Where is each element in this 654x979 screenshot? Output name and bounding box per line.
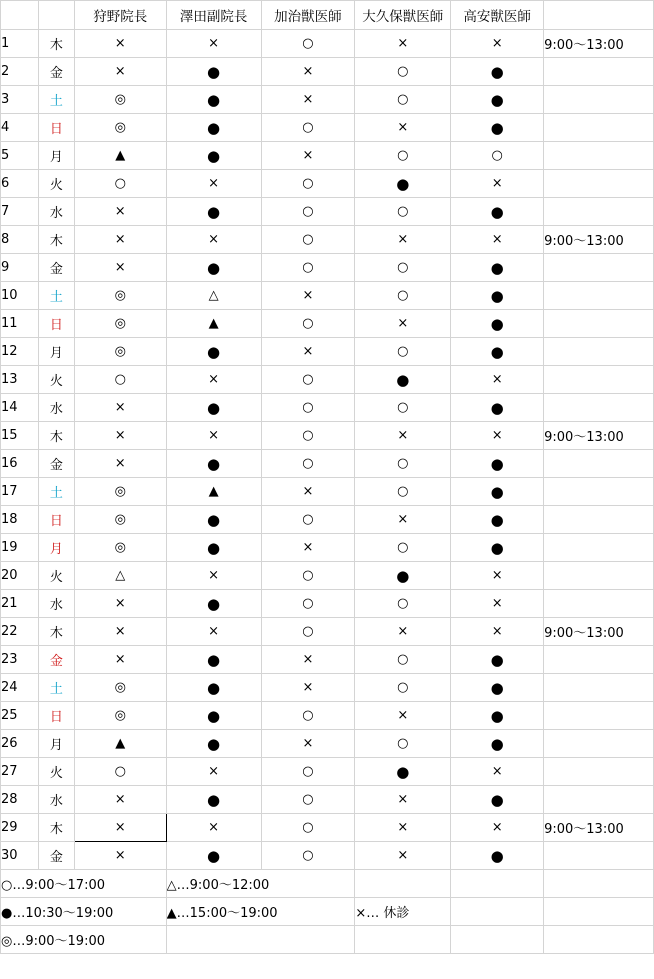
day-cell: 18 — [1, 506, 39, 534]
mark-cell-sawada: × — [166, 170, 261, 198]
legend-cross: ×… 休診 — [355, 898, 451, 926]
hours-cell — [544, 170, 654, 198]
mark-cell-takayasu: ● — [451, 282, 544, 310]
mark-cell-kaji: ○ — [261, 758, 355, 786]
mark-cell-sawada: ● — [166, 254, 261, 282]
day-cell: 22 — [1, 618, 39, 646]
table-row — [1, 478, 654, 506]
weekday-cell: 火 — [38, 758, 74, 786]
mark-cell-kaji: ○ — [261, 422, 355, 450]
mark-cell-takayasu: × — [451, 170, 544, 198]
table-row — [1, 422, 654, 450]
mark-cell-kano: ▲ — [74, 730, 166, 758]
weekday-cell: 月 — [38, 730, 74, 758]
mark-cell-okubo: ○ — [355, 534, 451, 562]
hours-cell: 9:00～13:00 — [544, 422, 654, 450]
mark-cell-okubo: × — [355, 842, 451, 870]
day-cell: 9 — [1, 254, 39, 282]
mark-cell-takayasu: ● — [451, 198, 544, 226]
hours-cell: 9:00～13:00 — [544, 618, 654, 646]
mark-cell-sawada: × — [166, 366, 261, 394]
header-okubo: 大久保獣医師 — [355, 1, 451, 30]
table-row — [1, 254, 654, 282]
day-cell: 10 — [1, 282, 39, 310]
table-row — [1, 506, 654, 534]
hours-cell — [544, 842, 654, 870]
mark-cell-okubo: ● — [355, 562, 451, 590]
mark-cell-kano: × — [74, 58, 166, 86]
table-row — [1, 814, 654, 842]
day-cell: 3 — [1, 86, 39, 114]
table-row — [1, 86, 654, 114]
mark-cell-sawada: × — [166, 422, 261, 450]
mark-cell-kano: × — [74, 814, 166, 842]
mark-cell-okubo: × — [355, 506, 451, 534]
table-row — [1, 786, 654, 814]
mark-cell-sawada: × — [166, 562, 261, 590]
weekday-cell: 木 — [38, 814, 74, 842]
mark-cell-okubo: × — [355, 226, 451, 254]
mark-cell-kano: × — [74, 842, 166, 870]
hours-cell — [544, 590, 654, 618]
mark-cell-kaji: ○ — [261, 702, 355, 730]
day-cell: 28 — [1, 786, 39, 814]
mark-cell-kaji: ○ — [261, 562, 355, 590]
mark-cell-okubo: ○ — [355, 590, 451, 618]
mark-cell-kaji: × — [261, 338, 355, 366]
mark-cell-kaji: ○ — [261, 30, 355, 58]
table-row — [1, 618, 654, 646]
mark-cell-okubo: ○ — [355, 730, 451, 758]
mark-cell-kaji: × — [261, 282, 355, 310]
weekday-cell: 木 — [38, 30, 74, 58]
mark-cell-takayasu: × — [451, 30, 544, 58]
mark-cell-kaji: × — [261, 478, 355, 506]
mark-cell-okubo: ○ — [355, 58, 451, 86]
mark-cell-kaji: ○ — [261, 310, 355, 338]
hours-cell — [544, 478, 654, 506]
mark-cell-okubo: ● — [355, 170, 451, 198]
hours-cell — [544, 366, 654, 394]
hours-cell — [544, 730, 654, 758]
mark-cell-okubo: ○ — [355, 478, 451, 506]
mark-cell-takayasu: ● — [451, 506, 544, 534]
weekday-cell: 日 — [38, 506, 74, 534]
hours-cell — [544, 450, 654, 478]
table-row — [1, 282, 654, 310]
mark-cell-kaji: × — [261, 534, 355, 562]
table-row — [1, 142, 654, 170]
header-sawada: 澤田副院長 — [166, 1, 261, 30]
table-row — [1, 170, 654, 198]
mark-cell-takayasu: ● — [451, 58, 544, 86]
mark-cell-sawada: ● — [166, 86, 261, 114]
weekday-cell: 水 — [38, 394, 74, 422]
mark-cell-kaji: ○ — [261, 394, 355, 422]
mark-cell-kaji: ○ — [261, 814, 355, 842]
table-row — [1, 366, 654, 394]
mark-cell-okubo: ○ — [355, 282, 451, 310]
mark-cell-sawada: ▲ — [166, 478, 261, 506]
hours-cell — [544, 786, 654, 814]
mark-cell-sawada: ● — [166, 590, 261, 618]
hours-cell — [544, 198, 654, 226]
day-cell: 30 — [1, 842, 39, 870]
mark-cell-sawada: ▲ — [166, 310, 261, 338]
mark-cell-takayasu: × — [451, 562, 544, 590]
mark-cell-takayasu: × — [451, 366, 544, 394]
hours-cell — [544, 58, 654, 86]
mark-cell-sawada: ● — [166, 58, 261, 86]
table-row — [1, 590, 654, 618]
mark-cell-sawada: ● — [166, 338, 261, 366]
mark-cell-takayasu: × — [451, 814, 544, 842]
hours-cell — [544, 114, 654, 142]
mark-cell-sawada: ● — [166, 842, 261, 870]
mark-cell-takayasu: × — [451, 422, 544, 450]
mark-cell-kaji: × — [261, 674, 355, 702]
day-cell: 24 — [1, 674, 39, 702]
mark-cell-kaji: ○ — [261, 618, 355, 646]
mark-cell-kaji: × — [261, 730, 355, 758]
table-row — [1, 702, 654, 730]
day-cell: 7 — [1, 198, 39, 226]
hours-cell — [544, 282, 654, 310]
header-takayasu: 高安獣医師 — [451, 1, 544, 30]
mark-cell-sawada: × — [166, 30, 261, 58]
day-cell: 14 — [1, 394, 39, 422]
mark-cell-kano: × — [74, 786, 166, 814]
hours-cell — [544, 506, 654, 534]
hours-cell — [544, 758, 654, 786]
mark-cell-sawada: ● — [166, 646, 261, 674]
weekday-cell: 月 — [38, 142, 74, 170]
hours-cell: 9:00～13:00 — [544, 814, 654, 842]
mark-cell-kano: ○ — [74, 170, 166, 198]
mark-cell-kano: ◎ — [74, 282, 166, 310]
mark-cell-kano: ◎ — [74, 310, 166, 338]
mark-cell-takayasu: ● — [451, 450, 544, 478]
mark-cell-kano: × — [74, 590, 166, 618]
table-row — [1, 310, 654, 338]
hours-cell — [544, 142, 654, 170]
weekday-cell: 日 — [38, 310, 74, 338]
day-cell: 6 — [1, 170, 39, 198]
hours-cell: 9:00～13:00 — [544, 226, 654, 254]
mark-cell-takayasu: ● — [451, 534, 544, 562]
weekday-cell: 木 — [38, 226, 74, 254]
legend-row — [1, 898, 654, 926]
mark-cell-kano: × — [74, 450, 166, 478]
mark-cell-kano: ◎ — [74, 674, 166, 702]
mark-cell-takayasu: ● — [451, 310, 544, 338]
mark-cell-okubo: ○ — [355, 338, 451, 366]
hours-cell — [544, 646, 654, 674]
day-cell: 29 — [1, 814, 39, 842]
day-cell: 2 — [1, 58, 39, 86]
mark-cell-sawada: ● — [166, 450, 261, 478]
mark-cell-sawada: × — [166, 814, 261, 842]
weekday-cell: 土 — [38, 674, 74, 702]
legend-double-circle: ◎…9:00～19:00 — [1, 926, 167, 954]
mark-cell-takayasu: ● — [451, 730, 544, 758]
table-row — [1, 394, 654, 422]
mark-cell-takayasu: ● — [451, 478, 544, 506]
mark-cell-kaji: ○ — [261, 366, 355, 394]
header-weekday — [38, 1, 74, 30]
mark-cell-kano: ◎ — [74, 86, 166, 114]
mark-cell-kaji: ○ — [261, 786, 355, 814]
day-cell: 23 — [1, 646, 39, 674]
mark-cell-kaji: × — [261, 58, 355, 86]
mark-cell-kaji: ○ — [261, 450, 355, 478]
mark-cell-kaji: ○ — [261, 506, 355, 534]
table-row — [1, 758, 654, 786]
mark-cell-kaji: ○ — [261, 114, 355, 142]
hours-cell — [544, 394, 654, 422]
hours-cell — [544, 562, 654, 590]
mark-cell-okubo: ○ — [355, 646, 451, 674]
day-cell: 19 — [1, 534, 39, 562]
day-cell: 16 — [1, 450, 39, 478]
mark-cell-takayasu: ● — [451, 702, 544, 730]
mark-cell-takayasu: ● — [451, 114, 544, 142]
mark-cell-kaji: × — [261, 142, 355, 170]
table-row — [1, 730, 654, 758]
mark-cell-okubo: × — [355, 310, 451, 338]
mark-cell-okubo: ● — [355, 758, 451, 786]
mark-cell-sawada: ● — [166, 730, 261, 758]
mark-cell-takayasu: × — [451, 226, 544, 254]
mark-cell-kaji: ○ — [261, 254, 355, 282]
mark-cell-takayasu: ○ — [451, 142, 544, 170]
mark-cell-okubo: × — [355, 618, 451, 646]
day-cell: 27 — [1, 758, 39, 786]
mark-cell-takayasu: × — [451, 758, 544, 786]
legend-circle: ○…9:00～17:00 — [1, 870, 167, 898]
mark-cell-okubo: ● — [355, 366, 451, 394]
mark-cell-okubo: ○ — [355, 450, 451, 478]
hours-cell — [544, 534, 654, 562]
schedule-body — [1, 1, 654, 870]
weekday-cell: 金 — [38, 450, 74, 478]
mark-cell-takayasu: ● — [451, 86, 544, 114]
weekday-cell: 木 — [38, 618, 74, 646]
mark-cell-kano: × — [74, 226, 166, 254]
legend-row — [1, 870, 654, 898]
mark-cell-kano: ○ — [74, 366, 166, 394]
mark-cell-okubo: ○ — [355, 142, 451, 170]
mark-cell-sawada: × — [166, 226, 261, 254]
day-cell: 21 — [1, 590, 39, 618]
mark-cell-okubo: ○ — [355, 254, 451, 282]
mark-cell-kano: ◎ — [74, 114, 166, 142]
day-cell: 11 — [1, 310, 39, 338]
day-cell: 13 — [1, 366, 39, 394]
mark-cell-sawada: ● — [166, 394, 261, 422]
mark-cell-takayasu: ● — [451, 254, 544, 282]
day-cell: 1 — [1, 30, 39, 58]
mark-cell-okubo: ○ — [355, 86, 451, 114]
mark-cell-sawada: ● — [166, 506, 261, 534]
mark-cell-kano: ◎ — [74, 534, 166, 562]
legend-row — [1, 926, 654, 954]
table-row — [1, 674, 654, 702]
mark-cell-takayasu: ● — [451, 842, 544, 870]
table-row — [1, 842, 654, 870]
header-hours — [544, 1, 654, 30]
mark-cell-takayasu: ● — [451, 394, 544, 422]
weekday-cell: 金 — [38, 254, 74, 282]
hours-cell — [544, 338, 654, 366]
table-row — [1, 30, 654, 58]
mark-cell-okubo: ○ — [355, 674, 451, 702]
mark-cell-sawada: × — [166, 758, 261, 786]
mark-cell-sawada: ● — [166, 198, 261, 226]
mark-cell-sawada: ● — [166, 114, 261, 142]
mark-cell-kano: ◎ — [74, 478, 166, 506]
header-kano: 狩野院長 — [74, 1, 166, 30]
weekday-cell: 土 — [38, 282, 74, 310]
mark-cell-okubo: ○ — [355, 198, 451, 226]
table-row — [1, 198, 654, 226]
table-row — [1, 58, 654, 86]
hours-cell — [544, 310, 654, 338]
day-cell: 12 — [1, 338, 39, 366]
day-cell: 20 — [1, 562, 39, 590]
mark-cell-kano: ◎ — [74, 338, 166, 366]
mark-cell-kano: × — [74, 254, 166, 282]
header-day — [1, 1, 39, 30]
day-cell: 15 — [1, 422, 39, 450]
header-row — [1, 1, 654, 30]
mark-cell-okubo: × — [355, 422, 451, 450]
mark-cell-kano: ◎ — [74, 702, 166, 730]
mark-cell-kano: ○ — [74, 758, 166, 786]
weekday-cell: 水 — [38, 590, 74, 618]
weekday-cell: 木 — [38, 422, 74, 450]
mark-cell-takayasu: ● — [451, 646, 544, 674]
hours-cell — [544, 254, 654, 282]
mark-cell-okubo: × — [355, 814, 451, 842]
mark-cell-okubo: × — [355, 702, 451, 730]
weekday-cell: 火 — [38, 366, 74, 394]
mark-cell-okubo: × — [355, 114, 451, 142]
weekday-cell: 水 — [38, 198, 74, 226]
table-row — [1, 338, 654, 366]
mark-cell-kano: × — [74, 30, 166, 58]
mark-cell-sawada: ● — [166, 534, 261, 562]
day-cell: 25 — [1, 702, 39, 730]
legend — [1, 870, 654, 954]
mark-cell-kaji: ○ — [261, 842, 355, 870]
mark-cell-kaji: ○ — [261, 198, 355, 226]
day-cell: 17 — [1, 478, 39, 506]
weekday-cell: 土 — [38, 478, 74, 506]
weekday-cell: 日 — [38, 702, 74, 730]
mark-cell-takayasu: × — [451, 590, 544, 618]
weekday-cell: 土 — [38, 86, 74, 114]
mark-cell-sawada: △ — [166, 282, 261, 310]
mark-cell-sawada: ● — [166, 674, 261, 702]
table-row — [1, 534, 654, 562]
mark-cell-sawada: × — [166, 618, 261, 646]
mark-cell-sawada: ● — [166, 702, 261, 730]
weekday-cell: 火 — [38, 562, 74, 590]
weekday-cell: 日 — [38, 114, 74, 142]
mark-cell-takayasu: ● — [451, 786, 544, 814]
mark-cell-takayasu: ● — [451, 674, 544, 702]
mark-cell-takayasu: × — [451, 618, 544, 646]
table-row — [1, 450, 654, 478]
day-cell: 4 — [1, 114, 39, 142]
mark-cell-kano: × — [74, 394, 166, 422]
mark-cell-okubo: × — [355, 30, 451, 58]
mark-cell-kano: △ — [74, 562, 166, 590]
mark-cell-okubo: ○ — [355, 394, 451, 422]
mark-cell-kaji: × — [261, 646, 355, 674]
day-cell: 8 — [1, 226, 39, 254]
header-kaji: 加治獣医師 — [261, 1, 355, 30]
mark-cell-kaji: ○ — [261, 170, 355, 198]
legend-black-circle: ●…10:30～19:00 — [1, 898, 167, 926]
mark-cell-kaji: ○ — [261, 590, 355, 618]
mark-cell-kaji: ○ — [261, 226, 355, 254]
table-row — [1, 646, 654, 674]
legend-triangle: △…9:00～12:00 — [166, 870, 355, 898]
hours-cell — [544, 86, 654, 114]
mark-cell-kano: × — [74, 422, 166, 450]
mark-cell-kano: ◎ — [74, 506, 166, 534]
mark-cell-takayasu: ● — [451, 338, 544, 366]
mark-cell-sawada: ● — [166, 142, 261, 170]
weekday-cell: 月 — [38, 338, 74, 366]
mark-cell-sawada: ● — [166, 786, 261, 814]
mark-cell-kano: ▲ — [74, 142, 166, 170]
day-cell: 26 — [1, 730, 39, 758]
hours-cell: 9:00～13:00 — [544, 30, 654, 58]
weekday-cell: 月 — [38, 534, 74, 562]
table-row — [1, 226, 654, 254]
weekday-cell: 金 — [38, 646, 74, 674]
weekday-cell: 金 — [38, 58, 74, 86]
table-row — [1, 114, 654, 142]
weekday-cell: 水 — [38, 786, 74, 814]
mark-cell-kano: × — [74, 646, 166, 674]
table-row — [1, 562, 654, 590]
mark-cell-kaji: × — [261, 86, 355, 114]
legend-black-triangle: ▲…15:00～19:00 — [166, 898, 355, 926]
mark-cell-kano: × — [74, 198, 166, 226]
weekday-cell: 金 — [38, 842, 74, 870]
day-cell: 5 — [1, 142, 39, 170]
weekday-cell: 火 — [38, 170, 74, 198]
mark-cell-kano: × — [74, 618, 166, 646]
mark-cell-okubo: × — [355, 786, 451, 814]
hours-cell — [544, 702, 654, 730]
hours-cell — [544, 674, 654, 702]
